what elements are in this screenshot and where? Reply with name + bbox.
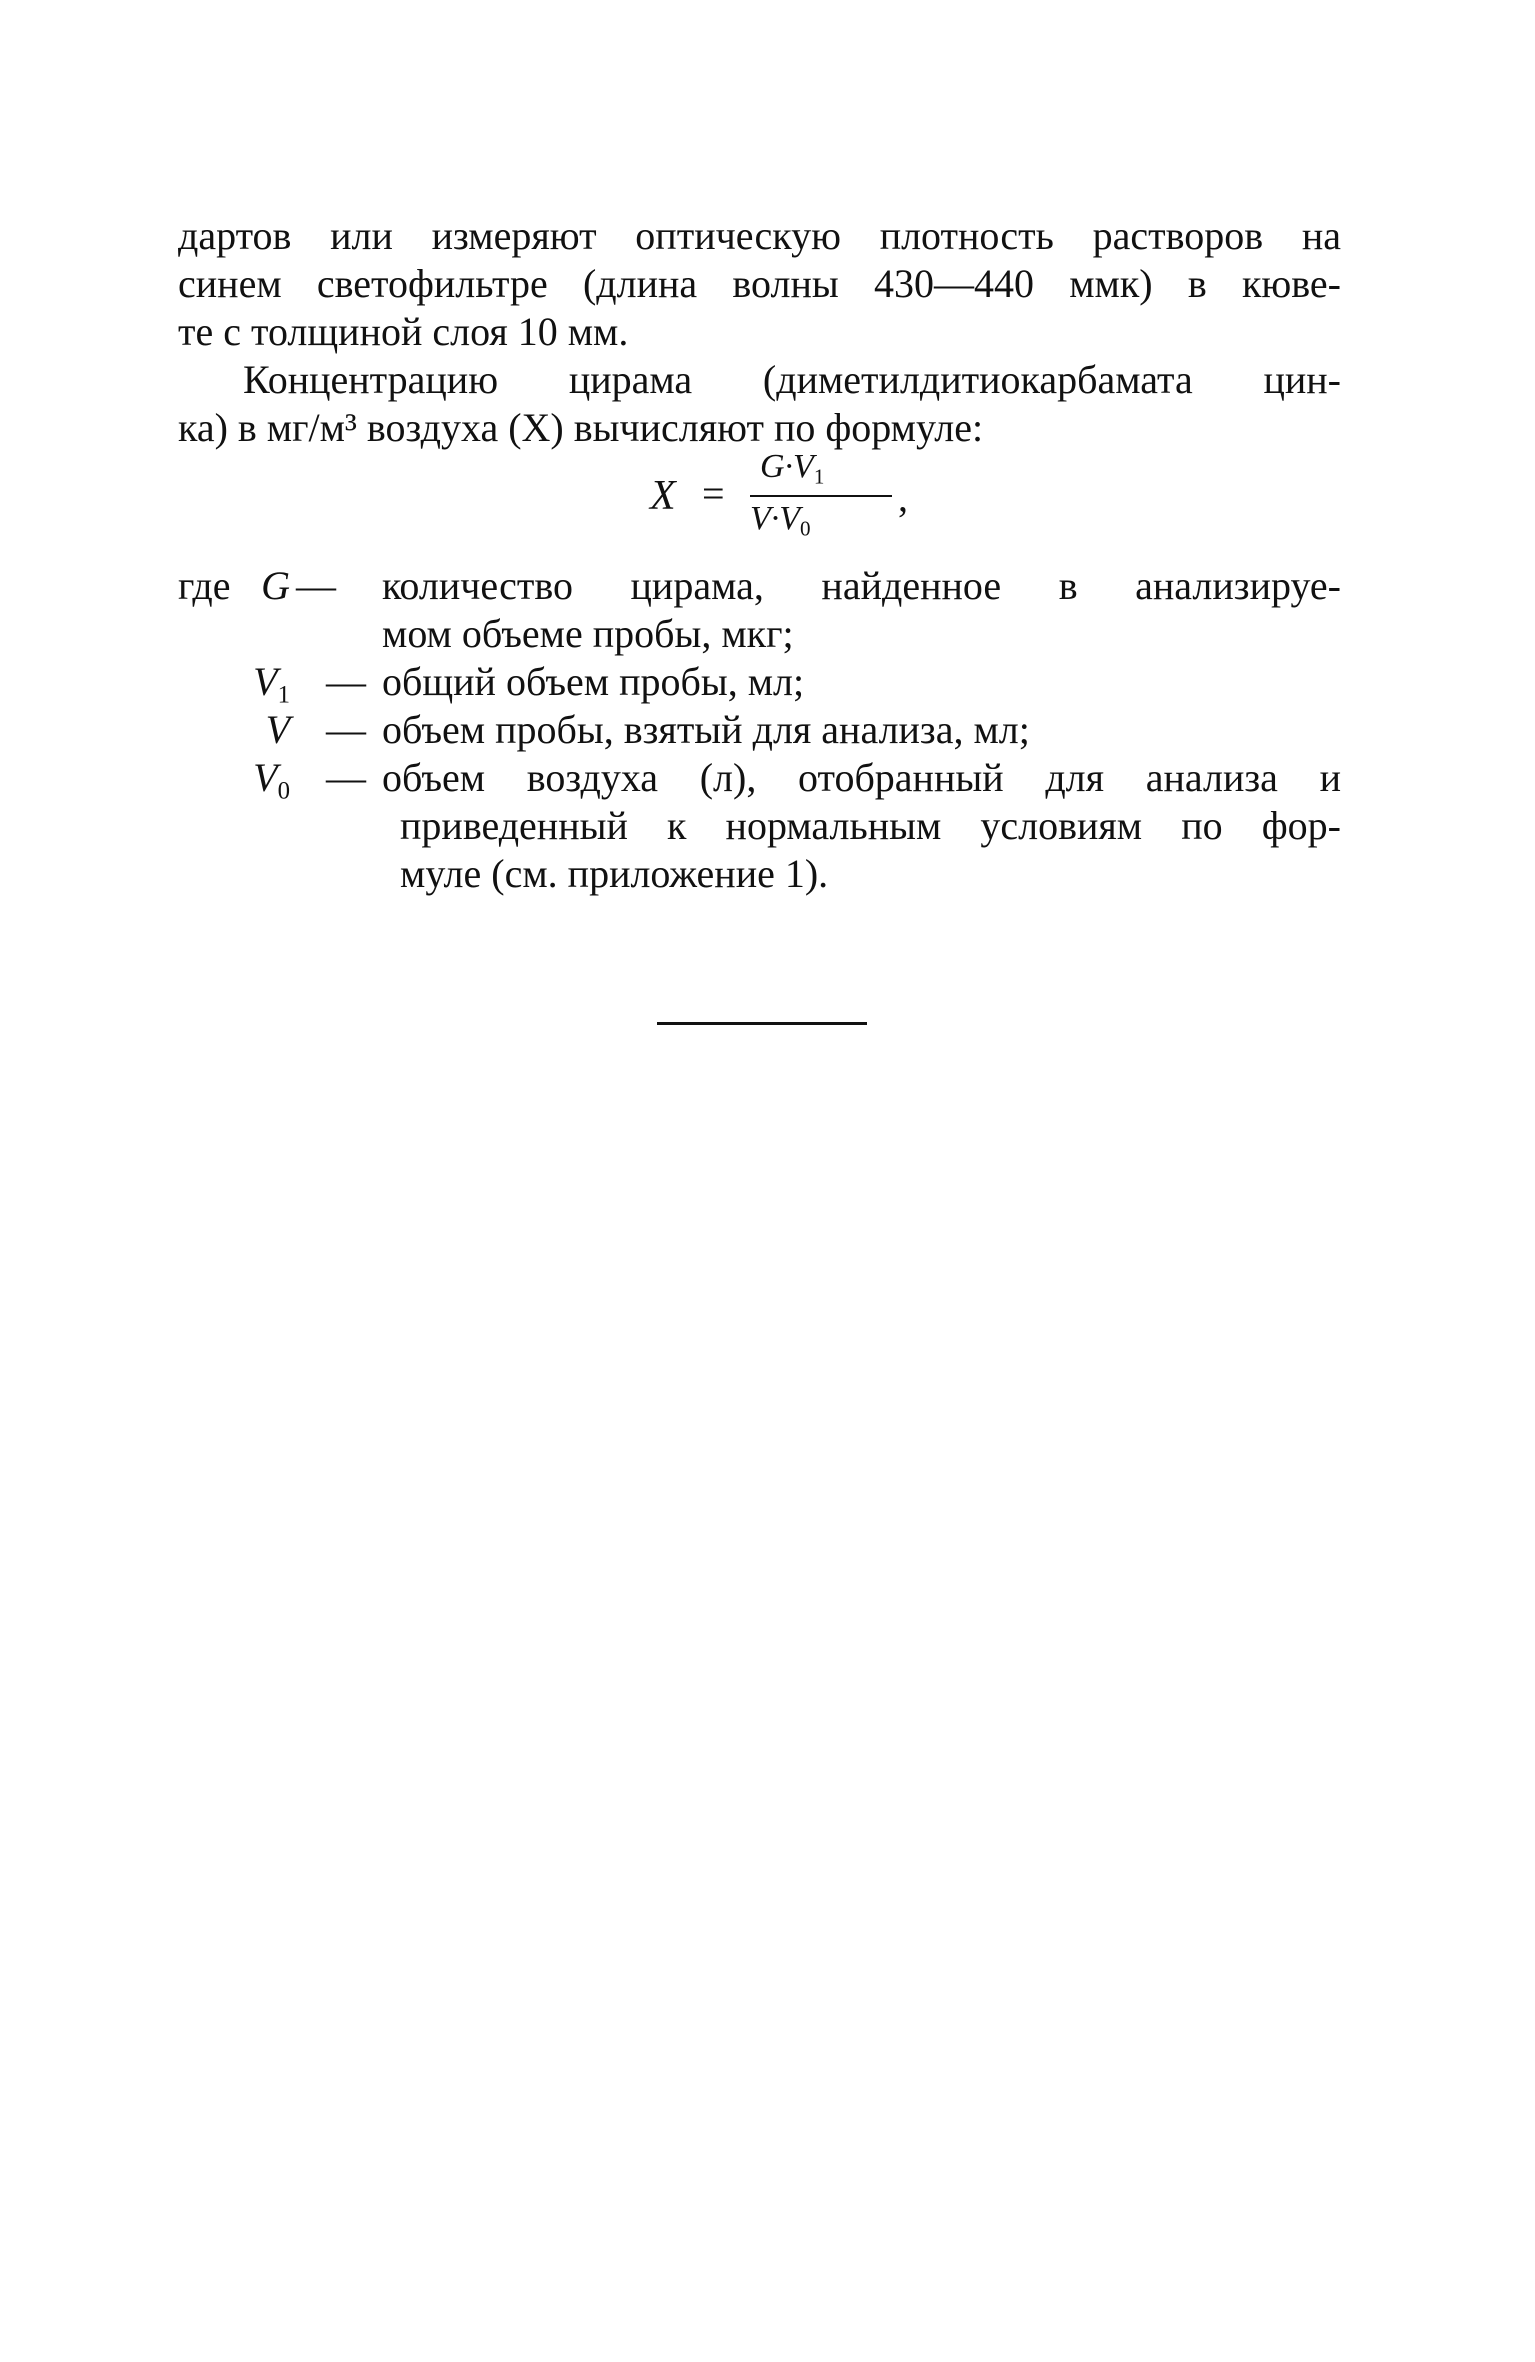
formula <box>650 448 910 558</box>
formula-numerator-sub: 1 <box>813 464 825 489</box>
formula-denominator-sub: 0 <box>800 516 811 541</box>
definition-dash: — <box>326 707 366 752</box>
definition-g-line-2: мом объеме пробы, мкг; <box>382 611 794 656</box>
definition-dash: — <box>326 659 366 704</box>
symbol-text: V <box>265 707 290 752</box>
definition-symbol-v0 <box>210 754 290 815</box>
definition-v1-line-1: общий объем пробы, мл; <box>382 659 805 704</box>
fraction-bar <box>750 495 892 497</box>
definition-symbol-g <box>210 562 290 623</box>
symbol-text: V <box>253 659 278 704</box>
formula-denominator <box>750 500 811 541</box>
paragraph-1-line-3: те с толщиной слоя 10 мм. <box>178 309 629 354</box>
formula-comma: , <box>898 475 908 520</box>
symbol-sub: 1 <box>277 681 290 709</box>
paragraph-1-line-2: синем светофильтре (длина волны 430—440 ммк) в кюве- <box>178 261 1341 306</box>
formula-numerator-text: G·V <box>760 448 814 485</box>
definitions-intro: где <box>178 563 231 608</box>
formula-equals: = <box>702 471 725 516</box>
symbol-text: V <box>253 755 278 800</box>
closing-rule <box>657 1022 867 1025</box>
formula-denominator-text: V·V <box>750 500 801 537</box>
definition-v0-line-1: объем воздуха (л), отобранный для анализа и <box>382 755 1341 800</box>
definition-v-line-1: объем пробы, взятый для анализа, мл; <box>382 707 1030 752</box>
definition-dash: — <box>296 563 336 608</box>
paragraph-1-line-1: дартов или измеряют оптическую плотность растворов на <box>178 213 1341 258</box>
formula-numerator <box>760 448 824 489</box>
symbol-text: G <box>261 563 290 608</box>
symbol-sub: 0 <box>277 777 290 805</box>
definition-v0-line-3: муле (см. приложение 1). <box>400 851 829 896</box>
paragraph-2-line-2: ка) в мг/м³ воздуха (X) вычисляют по формуле: <box>178 405 984 450</box>
paragraph-2-line-1: Концентрацию цирама (диметилдитиокарбамата цин- <box>243 357 1341 402</box>
definition-g-line-1: количество цирама, найденное в анализируе- <box>382 563 1341 608</box>
formula-lhs: X <box>650 473 676 519</box>
definition-dash: — <box>326 755 366 800</box>
definition-v0-line-2: приведенный к нормальным условиям по фор- <box>400 803 1341 848</box>
